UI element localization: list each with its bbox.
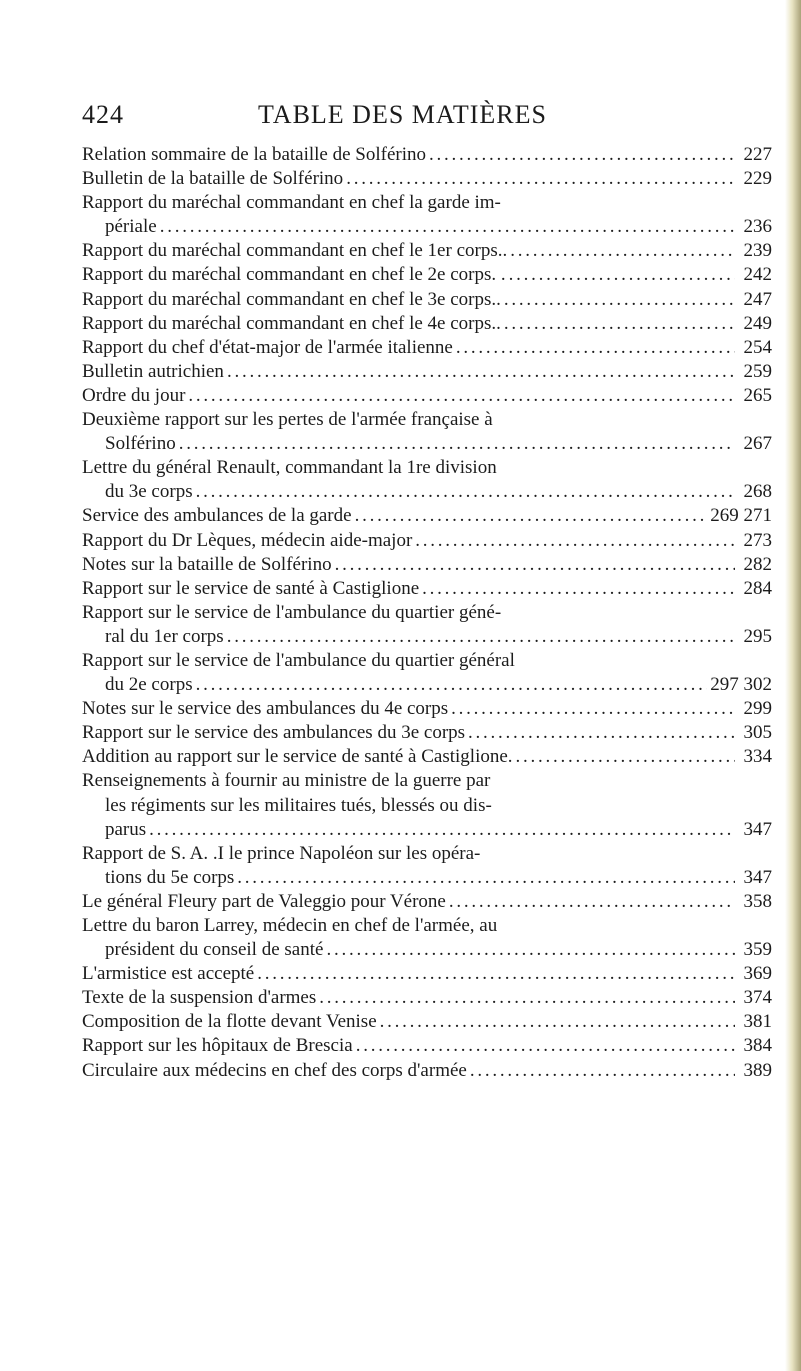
toc-entry — [82, 239, 772, 263]
toc-page-number: 249 — [743, 312, 772, 334]
toc-entry-text: ral du 1er corps — [105, 625, 224, 647]
toc-entry — [82, 553, 772, 577]
dot-leader — [346, 167, 735, 191]
toc-entry-line — [82, 288, 772, 312]
toc-page-number: 267 — [743, 433, 772, 455]
toc-page-number: 242 — [743, 264, 772, 286]
dot-leader — [504, 312, 735, 336]
toc-entry-text: Service des ambulances de la garde — [82, 505, 352, 527]
dot-leader — [237, 866, 735, 890]
toc-entry — [82, 962, 772, 986]
toc-entry-continuation — [82, 818, 772, 842]
toc-entry-text: Rapport du maréchal commandant en chef le 2e corps. . — [82, 264, 506, 286]
dot-leader — [504, 288, 735, 312]
toc-page-number: 347 — [743, 818, 772, 840]
header-title: TABLE DES MATIÈRES — [258, 100, 547, 129]
toc-entry — [82, 1034, 772, 1058]
toc-entry — [82, 721, 772, 745]
toc-page-number: 236 — [743, 216, 772, 238]
toc-entry-text: Notes sur le service des ambulances du 4e corps — [82, 698, 449, 720]
toc-entry — [82, 263, 772, 287]
toc-entry — [82, 842, 772, 890]
toc-page-number: 297 302 — [710, 674, 772, 696]
toc-entry-continuation — [82, 673, 772, 697]
dot-leader — [257, 962, 735, 986]
toc-entry — [82, 360, 772, 384]
dot-leader — [149, 818, 735, 842]
toc-entry-text: Circulaire aux médecins en chef des corps d'armée — [82, 1059, 467, 1081]
toc-page-number: 369 — [743, 963, 772, 985]
toc-entry-text: Rapport du maréchal commandant en chef le 3e corps.. — [82, 288, 501, 310]
toc-entry — [82, 504, 772, 528]
toc-page-number: 381 — [743, 1011, 772, 1033]
toc-entry-line — [82, 239, 772, 263]
toc-entry-continuation — [82, 938, 772, 962]
page-edge — [785, 0, 801, 1371]
toc-entry-text: L'armistice est accepté — [82, 963, 255, 985]
toc-entry-text: Lettre du général Renault, commandant la 1re division — [82, 457, 497, 479]
dot-leader — [179, 432, 735, 456]
toc-entry-text: Rapport sur le service de l'ambulance du quartier général — [82, 649, 515, 671]
toc-page-number: 305 — [743, 722, 772, 744]
toc-entry — [82, 312, 772, 336]
toc-entry-continuation — [82, 432, 772, 456]
toc-entry-line — [82, 697, 772, 721]
toc-entry — [82, 336, 772, 360]
toc-entry-line — [82, 649, 772, 673]
toc-entry-line — [82, 914, 772, 938]
toc-page-number: 227 — [743, 144, 772, 165]
toc-page-number: 273 — [743, 529, 772, 551]
toc-entry-text: Rapport du maréchal commandant en chef le 1er corps.. — [82, 240, 508, 262]
toc-entry-line — [82, 312, 772, 336]
toc-entry-line — [82, 1059, 772, 1083]
toc-entry — [82, 769, 772, 841]
toc-page-number: 254 — [743, 336, 772, 358]
toc-entry — [82, 143, 772, 167]
toc-entry-line — [82, 1034, 772, 1058]
dot-leader — [449, 890, 735, 914]
toc-entry-line — [82, 263, 772, 287]
toc-entry-text: tions du 5e corps — [105, 866, 235, 888]
toc-page-number: 259 — [743, 360, 772, 382]
dot-leader — [422, 577, 735, 601]
dot-leader — [509, 263, 735, 287]
toc-page-number: 239 — [743, 240, 772, 262]
toc-entry — [82, 986, 772, 1010]
toc-entry-text: Lettre du baron Larrey, médecin en chef de l'armée, au — [82, 915, 498, 936]
toc-entry-line — [82, 601, 772, 625]
toc-entry-text: Rapport sur les hôpitaux de Brescia — [82, 1035, 353, 1057]
toc-entry-line — [82, 529, 772, 553]
toc-entry-text: Rapport du maréchal commandant en chef le 4e corps.. — [82, 312, 501, 334]
toc-entry-text: parus — [105, 818, 147, 840]
toc-page-number: 389 — [743, 1059, 772, 1081]
toc-entry — [82, 408, 772, 456]
toc-entry-line — [82, 769, 772, 793]
toc-page-number: 269 271 — [710, 505, 772, 527]
dot-leader — [335, 553, 735, 577]
toc-entry-text: Texte de la suspension d'armes — [82, 987, 317, 1009]
toc-entry-continuation — [82, 794, 772, 818]
toc-entry-line — [82, 191, 772, 215]
toc-entry-text: Relation sommaire de la bataille de Solférino — [82, 144, 427, 165]
toc-page-number: 268 — [743, 481, 772, 503]
toc-page-number: 284 — [743, 577, 772, 599]
dot-leader — [516, 745, 735, 769]
toc-entry-line — [82, 167, 772, 191]
dot-leader — [160, 215, 735, 239]
toc-entry — [82, 191, 772, 239]
toc-page-number: 299 — [743, 698, 772, 720]
dot-leader — [415, 529, 735, 553]
toc-entry-continuation — [82, 215, 772, 239]
toc-page-number: 229 — [743, 168, 772, 190]
toc-entry-text: Ordre du jour — [82, 384, 186, 406]
toc-entry-text: Rapport du chef d'état-major de l'armée italienne — [82, 336, 453, 358]
toc-entry-continuation — [82, 625, 772, 649]
toc-entry-text: Bulletin de la bataille de Solférino — [82, 168, 344, 190]
dot-leader — [451, 697, 735, 721]
toc-entry-text: Le général Fleury part de Valeggio pour Vérone — [82, 890, 446, 912]
toc-entry — [82, 288, 772, 312]
toc-entry-line — [82, 504, 772, 528]
page-header — [82, 100, 772, 136]
dot-leader — [227, 625, 735, 649]
toc-entry-line — [82, 143, 772, 167]
toc-entry-continuation — [82, 480, 772, 504]
toc-entry — [82, 914, 772, 962]
toc-entry — [82, 1010, 772, 1034]
toc-entry-line — [82, 1010, 772, 1034]
toc-entry-text: Rapport sur le service de l'ambulance du quartier géné- — [82, 601, 502, 623]
dot-leader — [456, 336, 735, 360]
toc-page-number: 358 — [743, 890, 772, 912]
toc-page-number: 334 — [743, 746, 772, 768]
toc-entry-line — [82, 456, 772, 480]
toc-entry-text: Rapport sur le service de santé à Castiglione — [82, 577, 420, 599]
dot-leader — [326, 938, 735, 962]
toc-entry-text: Notes sur la bataille de Solférino — [82, 553, 332, 575]
toc-entry-text: Composition de la flotte devant Venise — [82, 1011, 377, 1033]
toc-entry-text: Rapport de S. A. .I le prince Napoléon sur les opéra- — [82, 842, 481, 864]
dot-leader — [227, 360, 735, 384]
dot-leader — [510, 239, 735, 263]
toc-entry-line — [82, 962, 772, 986]
toc-entry-text: Rapport du maréchal commandant en chef la garde im- — [82, 192, 501, 214]
toc-entry — [82, 601, 772, 649]
toc-entry — [82, 697, 772, 721]
toc-page-number: 282 — [743, 553, 772, 575]
toc-entry — [82, 456, 772, 504]
toc-entry-text: Bulletin autrichien — [82, 360, 224, 382]
toc-entry-line — [82, 408, 772, 432]
toc-entry-text: président du conseil de santé — [105, 939, 324, 961]
toc-page-number: 265 — [743, 384, 772, 406]
toc-entry — [82, 167, 772, 191]
toc-entry-line — [82, 986, 772, 1010]
toc-entry-line — [82, 553, 772, 577]
toc-entry-line — [82, 384, 772, 408]
toc-entry — [82, 649, 772, 697]
toc-entry-text: du 2e corps — [105, 674, 193, 696]
dot-leader — [468, 721, 735, 745]
table-of-contents — [82, 143, 772, 1083]
toc-page-number: 347 — [743, 866, 772, 888]
toc-page-number: 384 — [743, 1035, 772, 1057]
toc-page-number: 374 — [743, 987, 772, 1009]
dot-leader — [355, 504, 708, 528]
toc-entry — [82, 384, 772, 408]
toc-page-number: 359 — [743, 939, 772, 961]
dot-leader — [196, 673, 708, 697]
toc-entry-line — [82, 360, 772, 384]
toc-entry-text: Renseignements à fournir au ministre de la guerre par — [82, 770, 491, 792]
dot-leader — [196, 480, 735, 504]
toc-entry-line — [82, 842, 772, 866]
toc-entry — [82, 529, 772, 553]
toc-entry-text: du 3e corps — [105, 481, 193, 503]
toc-entry-text: périale — [105, 216, 157, 238]
toc-entry-text: les régiments sur les militaires tués, blessés ou dis- — [105, 794, 492, 816]
toc-entry-text: Rapport du Dr Lèques, médecin aide-major — [82, 529, 413, 551]
toc-entry-continuation — [82, 866, 772, 890]
toc-entry-text: Deuxième rapport sur les pertes de l'armée française à — [82, 409, 493, 431]
toc-entry-line — [82, 721, 772, 745]
toc-entry-text: Rapport sur le service des ambulances du 3e corps — [82, 722, 466, 744]
toc-entry-line — [82, 745, 772, 769]
toc-entry-text: Addition au rapport sur le service de santé à Castiglione. — [82, 746, 513, 768]
toc-entry — [82, 577, 772, 601]
toc-page-number: 295 — [743, 625, 772, 647]
toc-page-number: 247 — [743, 288, 772, 310]
toc-entry-line — [82, 336, 772, 360]
toc-entry-line — [82, 577, 772, 601]
dot-leader — [356, 1034, 735, 1058]
dot-leader — [380, 1010, 735, 1034]
dot-leader — [188, 384, 735, 408]
toc-entry — [82, 1059, 772, 1083]
toc-entry — [82, 890, 772, 914]
header-page-number: 424 — [82, 100, 124, 129]
toc-entry-text: Solférino — [105, 433, 176, 455]
dot-leader — [470, 1059, 735, 1083]
toc-entry — [82, 745, 772, 769]
dot-leader — [319, 986, 735, 1010]
toc-entry-line — [82, 890, 772, 914]
dot-leader — [429, 143, 735, 167]
